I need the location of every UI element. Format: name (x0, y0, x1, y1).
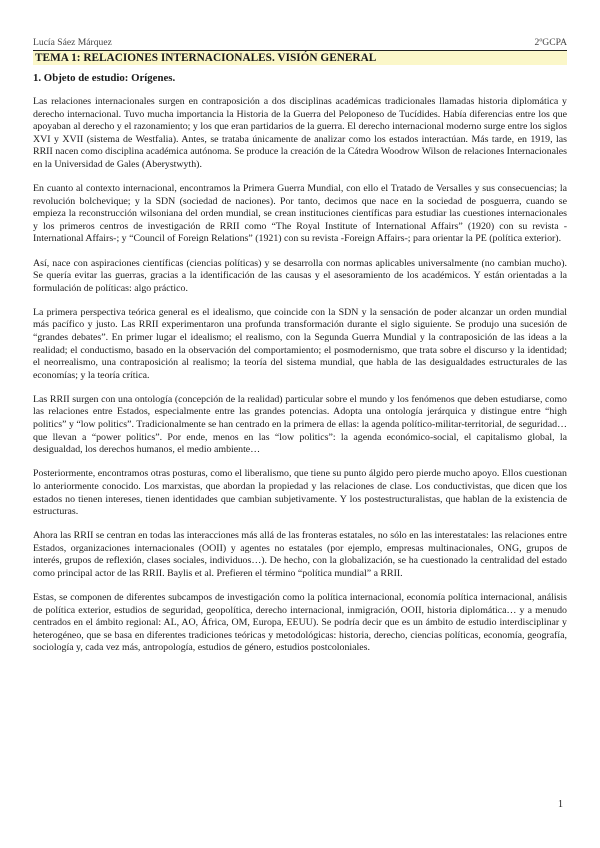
paragraph: Posteriormente, encontramos otras posturas, como el liberalismo, que tiene su punto álgido pero pierde mucho apoyo. Ellos cuestionan lo anteriormente conocido. Los marxistas, que abordan la propiedad y las relaciones de clase. Los conductivistas, que dicen que los estados no tienen intereses, tienen identidades que cambian subjetivamente. Y los postestructuralistas, que hablan de la existencia de estructuras. (33, 468, 567, 518)
paragraph: Ahora las RRII se centran en todas las interacciones más allá de las fronteras estatales, no sólo en las interestatales: las relaciones entre Estados, organizaciones internacionales (OOII) y agentes no estatales (por ejemplo, empresas multinacionales, ONG, grupos de interés, grupos de reflexión, clases sociales, individuos…). De hecho, con la globalización, se ha cuestionado la centralidad del estado como principal actor de las RRII. Baylis et al. Prefieren el término “política mundial” a RRII. (33, 530, 567, 579)
paragraph: Las RRII surgen con una ontología (concepción de la realidad) particular sobre el mundo y los fenómenos que deben estudiarse, como las relaciones entre Estados, especialmente entre las grandes potencias. Adopta una ontología jerárquica y distingue entre “high politics” y “low politics”. Tradicionalmente se han centrado en la primera de ellas: la agenda político-militar-territorial, de seguridad… que llevan a “power politics”. Por ende, menos en las “low politics”: la agenda económico-social, el capitalismo global, la desigualdad, los derechos humanos, el medio ambiente… (33, 393, 567, 456)
document-title: TEMA 1: RELACIONES INTERNACIONALES. VISIÓN GENERAL (33, 50, 567, 65)
page-header (33, 37, 567, 48)
paragraph: Así, nace con aspiraciones científicas (ciencias políticas) y se desarrolla con normas aplicables universalmente (no cambian mucho). Se quería evitar las guerras, gracias a la identificación de las causas y el asesoramiento de los académicos. Y están orientadas a la formulación de políticas: algo práctico. (33, 257, 567, 294)
author-name: Lucía Sáez Márquez (33, 37, 112, 48)
section-heading: 1. Objeto de estudio: Orígenes. (33, 72, 176, 84)
document-body (33, 72, 567, 667)
page-number: 1 (558, 799, 563, 810)
paragraph: Estas, se componen de diferentes subcampos de investigación como la política internacional, economía política internacional, análisis de política exterior, estudios de seguridad, geopolítica, derecho internacional, inmigración, OOII, historia diplomática… y a menudo centrados en el ámbito regional: AL, AO, África, OM, Europa, EEUU). Se podría decir que es un ámbito de estudio interdisciplinar y heterogéneo, que se basa en diferentes tradiciones teóricas y metodológicas: historia, derecho, ciencias políticas, economía, geografía, sociología y, cada vez más, antropología, estudios de género, estudios postcoloniales. (33, 592, 567, 654)
course-label: 2ºGCPA (534, 37, 567, 48)
paragraph: Las relaciones internacionales surgen en contraposición a dos disciplinas académicas tradicionales llamadas historia diplomática y derecho internacional. Tuvo mucha importancia la Historia de la Guerra del Peloponeso de Tucídides. Había diferencias entre los que apoyaban al derecho y el razonamiento; y los que eran partidarios de la guerra. El derecho internacional moderno surge entre los siglos XVI y XVII (sistema de Westfalia). Antes, se trataba únicamente de analizar como los estados interactúan. Más tarde, en 1919, las RRII nacen como disciplina académica autónoma. Se produce la creación de la Cátedra Woodrow Wilson de relaciones Internacionales en la Universidad de Gales (Aberystwyth). (33, 96, 567, 170)
paragraph: En cuanto al contexto internacional, encontramos la Primera Guerra Mundial, con ello el Tratado de Versalles y sus consecuencias; la revolución bolchevique; y la SDN (sociedad de naciones). Por tanto, decimos que nace en la sociedad de posguerra, cuando se empieza la reconstrucción wilsoniana del orden mundial, se crean instituciones científicas para estudiar las cuestiones internacionales y los primeros centros de investigación de RRII como “The Royal Institute of International Affairs” (1920) con su revista -International Affairs-; y “Council of Foreign Relations” (1921) con su revista -Foreign Affairs-; para orientar la PE (política exterior). (33, 183, 567, 245)
paragraph: La primera perspectiva teórica general es el idealismo, que coincide con la SDN y la sensación de poder alcanzar un orden mundial más pacífico y justo. Las RRII experimentaron una profunda transformación durante el siglo siguiente. Se produjo una sucesión de “grandes debates”. En primer lugar el idealismo; el realismo, con la Segunda Guerra Mundial y la contraposición de las ideas a la realidad; el conductismo, basado en la observación del comportamiento; el posmodernismo, que trata sobre el discurso y la identidad; el neorrealismo, una contraposición al realismo; la teoría del sistema mundial, que habla de las desigualdades estructurales de las economías; y la teoría crítica. (33, 306, 567, 381)
